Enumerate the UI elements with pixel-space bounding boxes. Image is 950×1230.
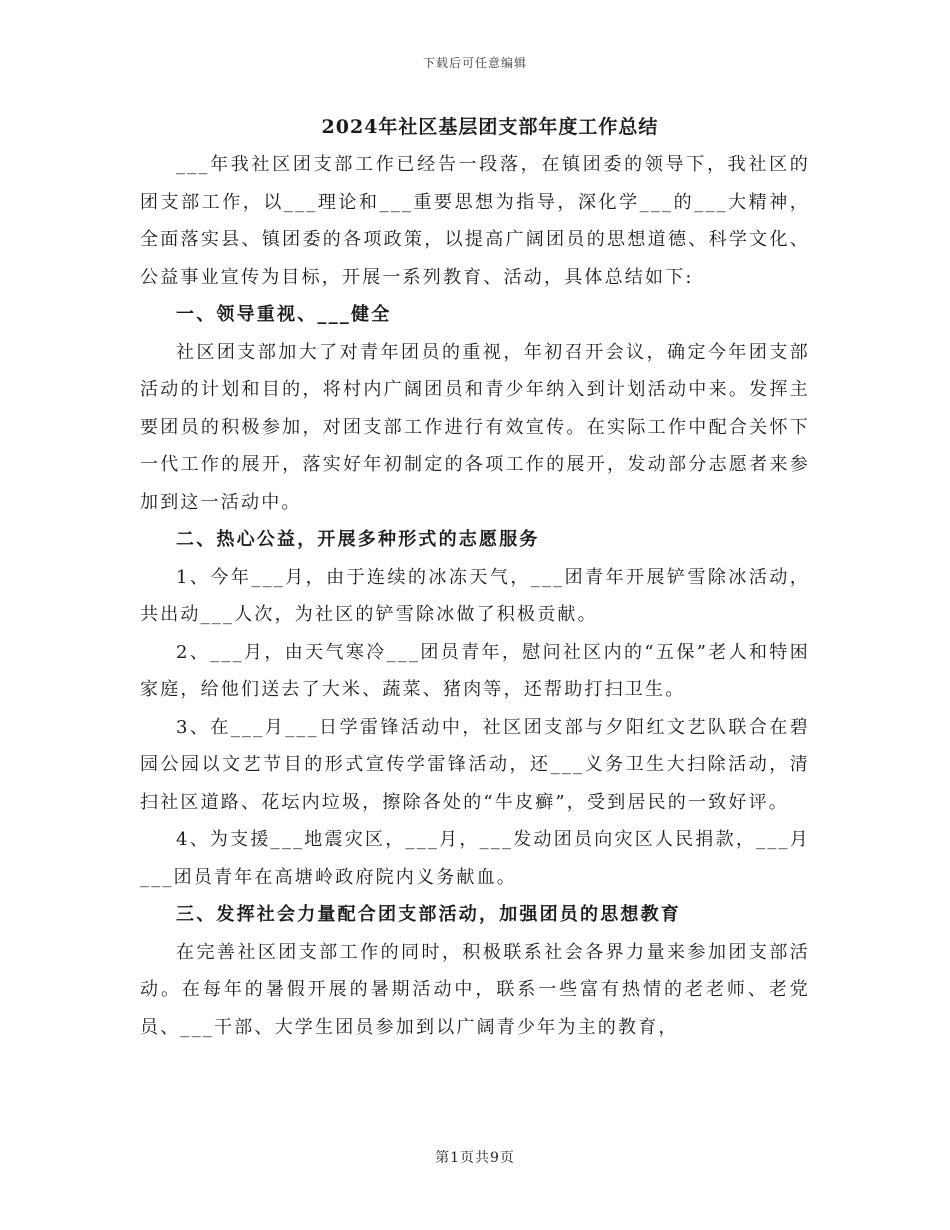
document-body: [140, 112, 810, 1046]
intro-paragraph: ___年我社区团支部工作已经告一段落，在镇团委的领导下，我社区的团支部工作，以___理论和___重要思想为指导，深化学___的___大精神，全面落实县、镇团委的各项政策，以提高广阔团员的思想道德、科学文化、公益事业宣传为目标，开展一系列教育、活动，具体总结如下:: [140, 154, 810, 288]
section-heading-3: 三、发挥社会力量配合团支部活动，加强团员的思想教育: [176, 904, 681, 925]
list-item: 1、今年___月，由于连续的冰冻天气，___团青年开展铲雪除冰活动，共出动___人次，为社区的铲雪除冰做了积极贡献。: [140, 566, 810, 625]
page-footer: 第1页共9页: [435, 1150, 515, 1166]
section-heading-1: 一、领导重视、___健全: [176, 304, 392, 325]
section-body-3: 在完善社区团支部工作的同时，积极联系社会各界力量来参加团支部活动。在每年的暑假开展的暑期活动中，联系一些富有热情的老老师、老党员、___干部、大学生团员参加到以广阔青少年为主的教育，: [140, 941, 810, 1038]
section-body-1: 社区团支部加大了对青年团员的重视，年初召开会议，确定今年团支部活动的计划和目的，将村内广阔团员和青少年纳入到计划活动中来。发挥主要团员的积极参加，对团支部工作进行有效宣传。在实际工作中配合关怀下一代工作的展开，落实好年初制定的各项工作的展开，发动部分志愿者来参加到这一活动中。: [140, 341, 810, 513]
list-item: 4、为支援___地震灾区，___月，___发动团员向灾区人民捐款，___月___团员青年在高塘岭政府院内义务献血。: [140, 829, 810, 888]
section-heading-2: 二、热心公益，开展多种形式的志愿服务: [176, 529, 540, 550]
list-item: 2、___月，由天气寒冷___团员青年，慰问社区内的“五保”老人和特困家庭，给他们送去了大米、蔬菜、猪肉等，还帮助打扫卫生。: [140, 641, 810, 700]
list-item: 3、在___月___日学雷锋活动中，社区团支部与夕阳红文艺队联合在碧园公园以文艺节目的形式宣传学雷锋活动，还___义务卫生大扫除活动，清扫社区道路、花坛内垃圾，擦除各处的“牛皮癣”，受到居民的一致好评。: [140, 716, 810, 813]
document-title: 2024年社区基层团支部年度工作总结: [321, 116, 659, 138]
header-note: 下载后可任意编辑: [422, 56, 527, 70]
